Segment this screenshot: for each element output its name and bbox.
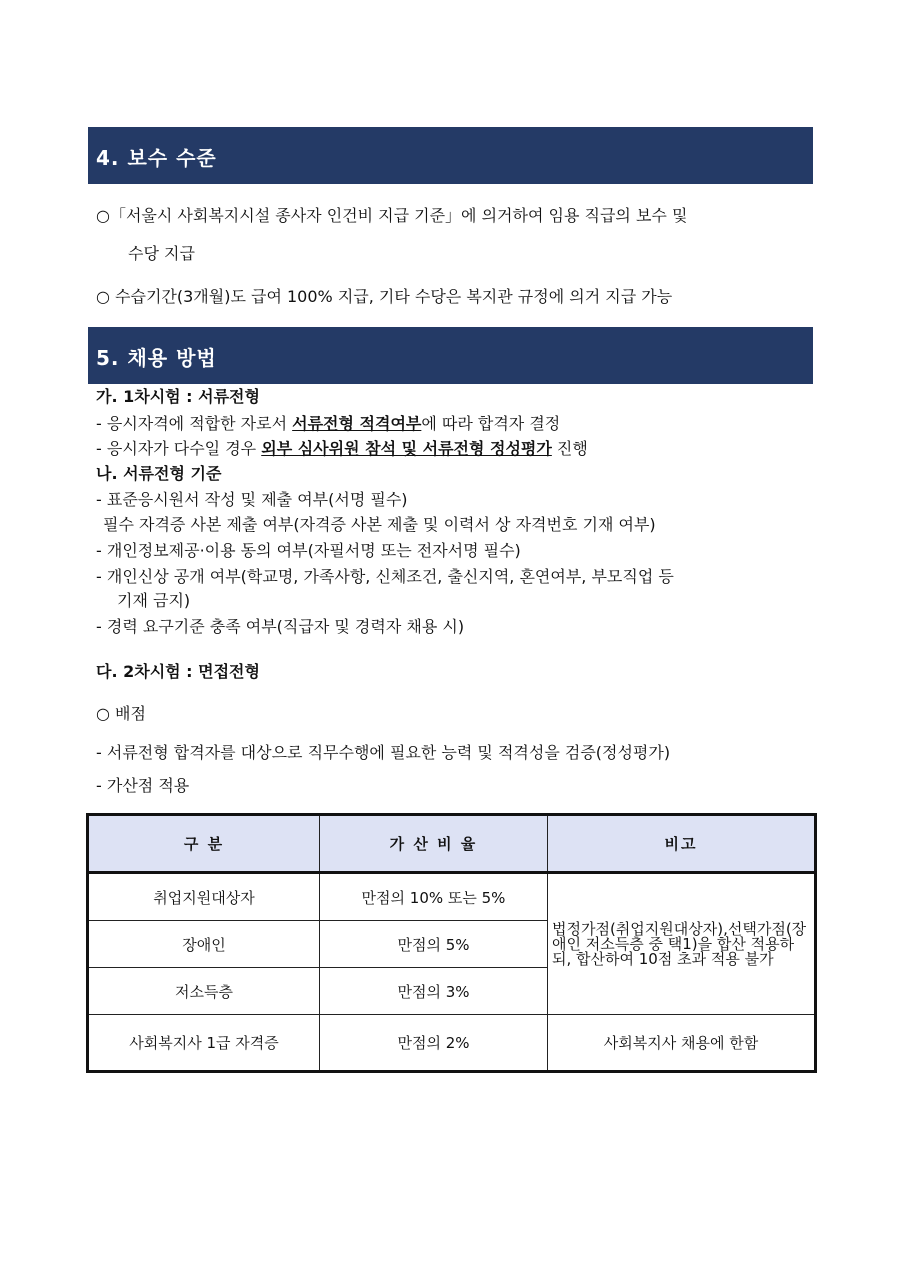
subsection-ga-title: 가. 1차시험 : 서류전형 [96, 387, 260, 406]
cell-note-merged: 법정가점(취업지원대상자),선택가점(장애인 저소득층 중 택1)을 합산 적용하되, 합산하여 10점 초과 적용 불가 [548, 873, 816, 1015]
na-line-4: - 개인신상 공개 여부(학교명, 가족사항, 신체조건, 출신지역, 혼연여부, 부모직업 등 [96, 567, 674, 586]
ga-line-2 [96, 439, 588, 459]
text: - 응시자가 다수일 경우 [96, 439, 262, 458]
table-row [88, 1015, 816, 1072]
na-line-5: - 경력 요구기준 충족 여부(직급자 및 경력자 채용 시) [96, 617, 465, 636]
header-rate: 가 산 비 율 [320, 815, 548, 873]
cell-note: 사회복지사 채용에 한함 [548, 1015, 816, 1072]
header-note: 비고 [548, 815, 816, 873]
salary-line-2: ○ 수습기간(3개월)도 급여 100% 지급, 기타 수당은 복지관 규정에 의거 지급 가능 [96, 287, 673, 306]
na-line-1: - 표준응시원서 작성 및 제출 여부(서명 필수) [96, 490, 408, 509]
section-title: 4. 보수 수준 [96, 146, 217, 170]
cell-category: 장애인 [88, 921, 320, 968]
emphasis-text: 서류전형 적격여부 [292, 414, 422, 433]
cell-category: 취업지원대상자 [88, 873, 320, 921]
section-title: 5. 채용 방법 [96, 346, 217, 370]
bonus-points-table [86, 813, 817, 1073]
section-header-hiring [88, 327, 813, 384]
cell-category: 사회복지사 1급 자격증 [88, 1015, 320, 1072]
emphasis-text: 외부 심사위원 참석 및 서류전형 정성평가 [261, 439, 552, 458]
na-line-2: 필수 자격증 사본 제출 여부(자격증 사본 제출 및 이력서 상 자격번호 기재 여부) [103, 515, 656, 534]
text: 에 따라 합격자 결정 [421, 414, 561, 433]
section-header-salary [88, 127, 813, 184]
text: 진행 [551, 439, 588, 458]
na-line-4-cont: 기재 금지) [117, 591, 191, 610]
salary-line-1-cont: 수당 지급 [128, 244, 195, 263]
cell-rate: 만점의 10% 또는 5% [320, 873, 548, 921]
da-line-1: ○ 배점 [96, 704, 146, 723]
na-line-3: - 개인정보제공·이용 동의 여부(자필서명 또는 전자서명 필수) [96, 541, 521, 560]
da-line-2: - 서류전형 합격자를 대상으로 직무수행에 필요한 능력 및 적격성을 검증(정성평가) [96, 743, 671, 762]
table-row [88, 873, 816, 921]
cell-rate: 만점의 5% [320, 921, 548, 968]
header-category: 구 분 [88, 815, 320, 873]
cell-rate: 만점의 3% [320, 968, 548, 1015]
cell-category: 저소득층 [88, 968, 320, 1015]
cell-rate: 만점의 2% [320, 1015, 548, 1072]
da-line-3: - 가산점 적용 [96, 776, 190, 795]
text: - 응시자격에 적합한 자로서 [96, 414, 293, 433]
subsection-na-title: 나. 서류전형 기준 [96, 464, 222, 483]
ga-line-1 [96, 414, 560, 434]
subsection-da-title: 다. 2차시험 : 면접전형 [96, 662, 260, 681]
salary-line-1: ○「서울시 사회복지시설 종사자 인건비 지급 기준」에 의거하여 임용 직급의 보수 및 [96, 206, 688, 225]
table-header-row [88, 815, 816, 873]
